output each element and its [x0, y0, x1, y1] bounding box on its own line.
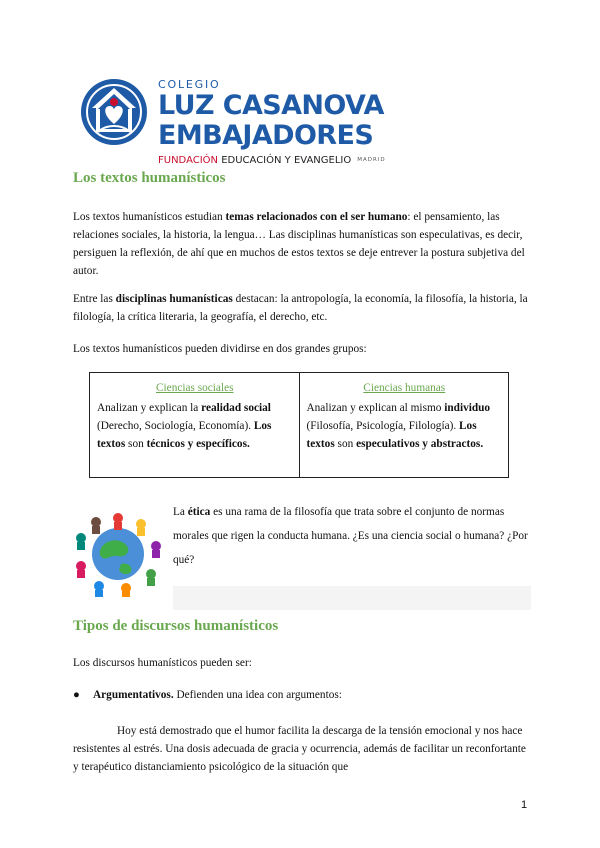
column-body-humanas [307, 399, 503, 453]
paragraph-disciplinas [73, 290, 533, 326]
column-header-sociales: Ciencias sociales [156, 382, 234, 394]
school-name: LUZ CASANOVA EMBAJADORES [158, 90, 384, 151]
bold-span: técnicos y específicos. [146, 438, 250, 450]
answer-shaded-area [173, 586, 531, 610]
bold-span: disciplinas humanísticas [115, 293, 233, 305]
bold-span: Los textos [306, 420, 477, 450]
column-body-sociales [97, 399, 293, 453]
text-span: (Derecho, Sociología, Economía). [97, 420, 254, 432]
bold-span: Argumentativos. [93, 689, 174, 701]
bold-span: individuo [444, 402, 491, 414]
text-span: (Filosofía, Psicología, Filología). [306, 420, 460, 432]
paragraph-discursos-intro: Los discursos humanísticos pueden ser: [73, 657, 252, 669]
column-header-humanas: Ciencias humanas [363, 382, 446, 394]
section-title-discursos: Tipos de discursos humanísticos [73, 618, 279, 634]
text-span: Analizan y explican la [97, 402, 202, 414]
table-column-sociales [90, 373, 299, 477]
logo-colegio-label: COLEGIO [158, 78, 221, 91]
paragraph-grupos: Los textos humanísticos pueden dividirse en dos grandes grupos: [73, 343, 367, 355]
paragraph-etica [173, 500, 533, 572]
page-number: 1 [521, 799, 528, 811]
school-emblem-icon [80, 78, 148, 146]
text-span: son [125, 438, 147, 450]
bold-span: especulativos y abstractos. [356, 438, 484, 450]
text-span: Los textos humanísticos estudian [73, 211, 226, 223]
school-logo [80, 78, 520, 166]
bold-span: ética [187, 506, 211, 518]
logo-city: MADRID [357, 157, 386, 163]
text-span: son [334, 438, 357, 450]
paragraph-intro [73, 208, 533, 280]
text-span: La [173, 506, 188, 518]
section-title-textos: Los textos humanísticos [73, 170, 226, 186]
logo-foundation: FUNDACIÓN [158, 155, 219, 166]
bold-span: realidad social [201, 402, 271, 414]
text-span: Defienden una idea con argumentos: [173, 689, 342, 701]
comparison-table [89, 372, 509, 478]
table-column-humanas [299, 373, 509, 477]
bold-span: temas relacionados con el ser humano [225, 211, 408, 223]
bold-span: Los textos [97, 420, 272, 450]
paragraph-humor-quote: Hoy está demostrado que el humor facilita la descarga de la tensión emocional y nos hace resistentes al estrés. Una dosis adecuada de gracia y ocurrencia, además de facilitar un reconfortante y terapéutico distanciamiento psicológico de la situación que [73, 725, 526, 773]
text-span: Analizan y explican al mismo [306, 402, 445, 414]
text-span: Entre las [73, 293, 116, 305]
list-item-argumentativos [73, 686, 533, 704]
logo-tagline-rest: EDUCACIÓN Y EVANGELIO [218, 155, 352, 166]
text-span: : el pensamiento, las relaciones sociales, la historia, la lengua… Las disciplinas humanísticas son especulativas, es decir, persiguen la reflexión, de ahí que en muchos de estos textos se deje entrever la postura subjetiva del autor. [73, 211, 525, 277]
globe-children-illustration-icon [71, 508, 166, 598]
text-span: es una rama de la filosofía que trata sobre el conjunto de normas morales que rigen la conducta humana. ¿Es una ciencia social o humana? ¿Por qué? [173, 506, 528, 566]
bullet-icon: ● [73, 689, 80, 701]
logo-tagline [158, 155, 520, 166]
text-span: destacan: la antropología, la economía, la filosofía, la historia, la filología, la crítica literaria, la geografía, el derecho, etc. [73, 293, 528, 323]
